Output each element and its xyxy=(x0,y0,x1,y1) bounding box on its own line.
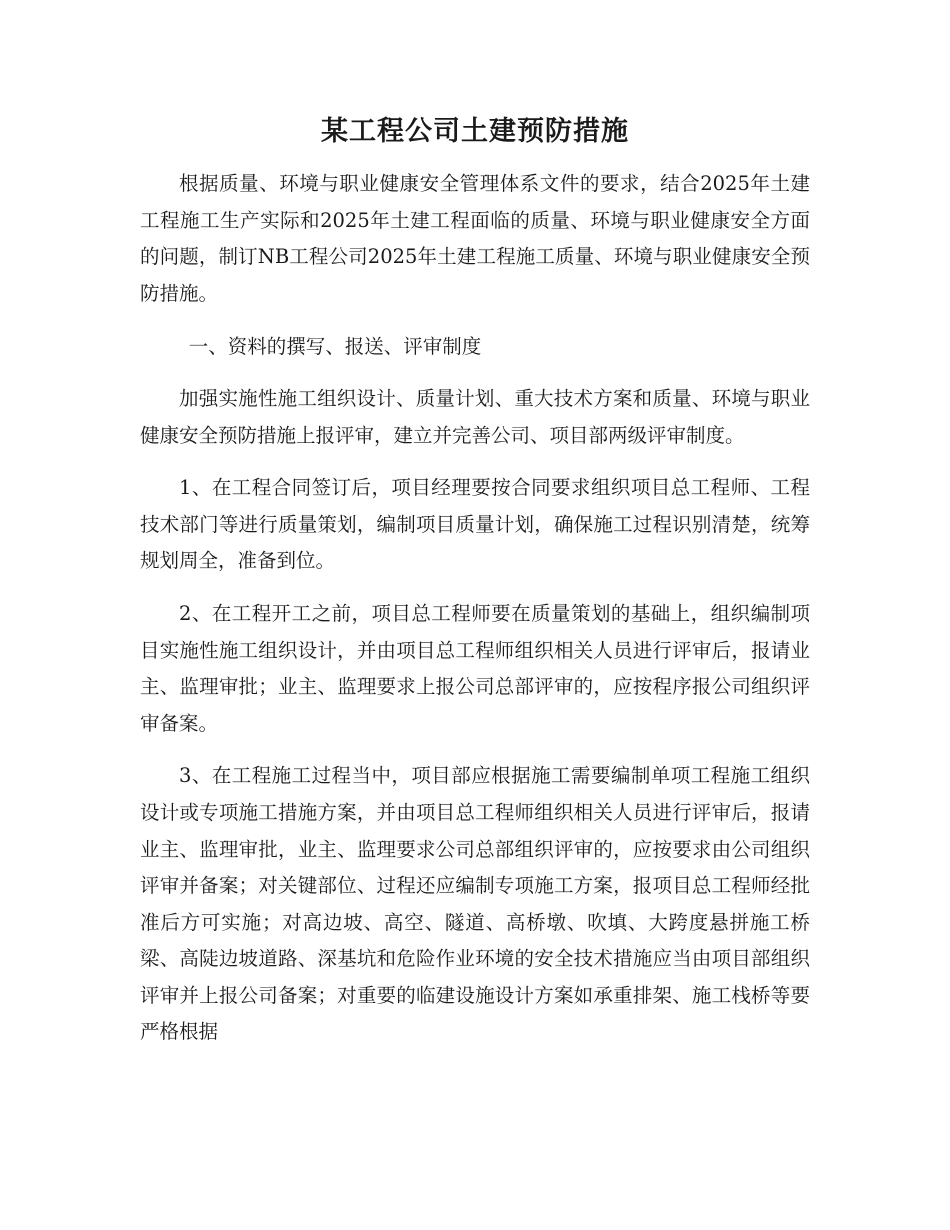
item-paragraph-1: 1、在工程合同签订后，项目经理要按合同要求组织项目总工程师、工程技术部门等进行质量策划，编制项目质量计划，确保施工过程识别清楚，统筹规划周全，准备到位。 xyxy=(140,476,810,573)
item-paragraph-2: 2、在工程开工之前，项目总工程师要在质量策划的基础上，组织编制项目实施性施工组织设计，并由项目总工程师组织相关人员进行评审后，报请业主、监理审批；业主、监理要求上报公司总部评审的，应按程序报公司组织评审备案。 xyxy=(140,601,810,735)
intro-paragraph: 根据质量、环境与职业健康安全管理体系文件的要求，结合2025年土建工程施工生产实际和2025年土建工程面临的质量、环境与职业健康安全方面的问题，制订NB工程公司2025年土建工程施工质量、环境与职业健康安全预防措施。 xyxy=(140,172,810,305)
section-heading-1: 一、资料的撰写、报送、评审制度 xyxy=(188,335,482,359)
section-paragraph: 加强实施性施工组织设计、质量计划、重大技术方案和质量、环境与职业健康安全预防措施上报评审，建立并完善公司、项目部两级评审制度。 xyxy=(140,386,810,447)
item-paragraph-3: 3、在工程施工过程当中，项目部应根据施工需要编制单项工程施工组织设计或专项施工措施方案，并由项目总工程师组织相关人员进行评审后，报请业主、监理审批，业主、监理要求公司总部组织评审的，应按要求由公司组织评审并备案；对关键部位、过程还应编制专项施工方案，报项目总工程师经批准后方可实施；对高边坡、高空、隧道、高桥墩、吹填、大跨度悬拼施工桥梁、高陡边坡道路、深基坑和危险作业环境的安全技术措施应当由项目部组织评审并上报公司备案；对重要的临建设施设计方案如承重排架、施工栈桥等要严格根据 xyxy=(140,764,810,1044)
document-title: 某工程公司土建预防措施 xyxy=(321,116,629,147)
document-body xyxy=(140,112,810,1067)
